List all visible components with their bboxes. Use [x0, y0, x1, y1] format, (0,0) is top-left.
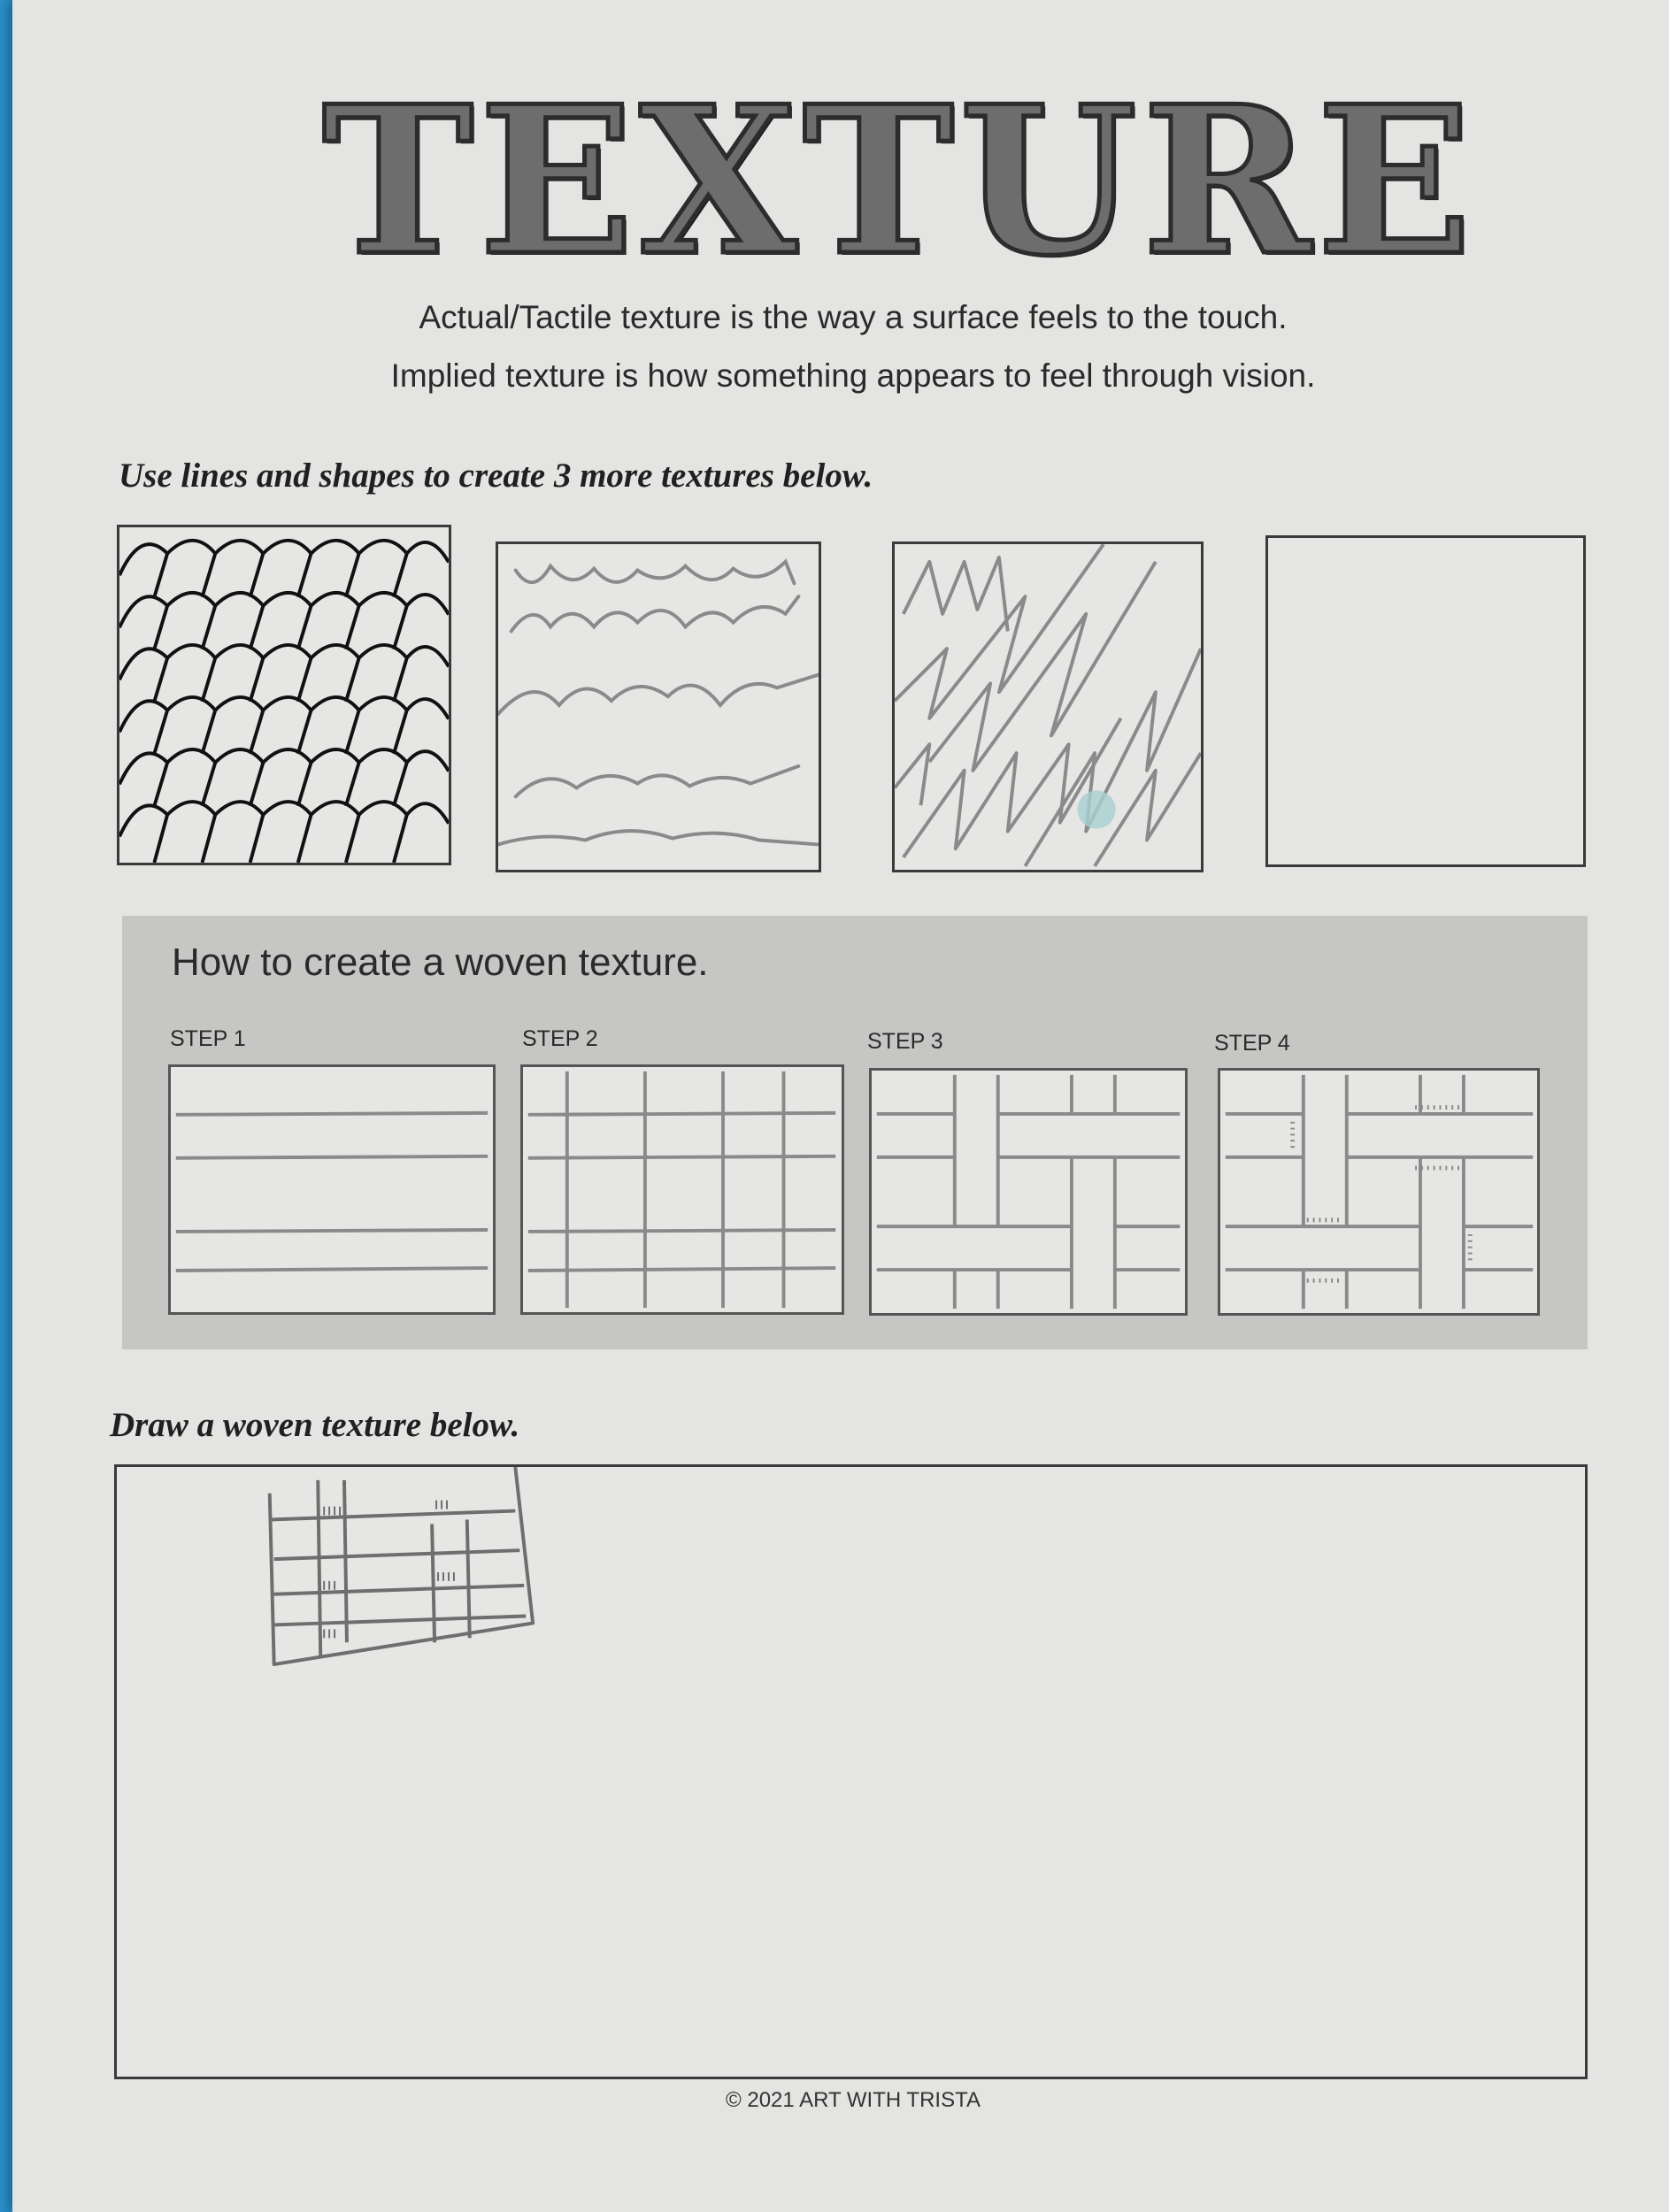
texture-box-empty[interactable] [1265, 535, 1586, 867]
woven-heading: How to create a woven texture. [172, 941, 709, 984]
worksheet-page [12, 0, 1669, 2212]
texture-instruction: Use lines and shapes to create 3 more textures below. [119, 457, 873, 495]
step-3-label: STEP 3 [867, 1029, 943, 1054]
step-1-lines [171, 1067, 493, 1312]
woven-sketch [117, 1467, 1585, 2077]
wavy-lines-drawing [498, 544, 819, 870]
texture-box-wavy [496, 541, 821, 872]
step-2-diagram [520, 1064, 844, 1315]
woven-drawing-area[interactable] [114, 1464, 1588, 2079]
woven-instructions-panel [122, 916, 1588, 1349]
texture-box-zigzag [892, 541, 1204, 872]
step-3-lines [872, 1071, 1185, 1313]
definition-implied: Implied texture is how something appears to feel through vision. [390, 357, 1316, 394]
step-4-diagram [1218, 1068, 1540, 1316]
step-1-label: STEP 1 [170, 1026, 246, 1051]
step-2-lines [523, 1067, 842, 1312]
draw-instruction: Draw a woven texture below. [110, 1406, 520, 1444]
definition-actual: Actual/Tactile texture is the way a surface feels to the touch. [419, 299, 1288, 335]
step-4-lines [1220, 1071, 1537, 1313]
worksheet-title: TEXTURE [322, 62, 1478, 301]
copyright-footer: © 2021 ART WITH TRISTA [726, 2088, 981, 2112]
step-2-label: STEP 2 [522, 1026, 598, 1051]
step-3-diagram [869, 1068, 1188, 1316]
zigzag-lines-drawing [895, 544, 1201, 870]
texture-box-scales [117, 525, 451, 865]
step-1-diagram [168, 1064, 496, 1315]
step-4-label: STEP 4 [1214, 1031, 1290, 1056]
scales-drawing [119, 527, 449, 863]
